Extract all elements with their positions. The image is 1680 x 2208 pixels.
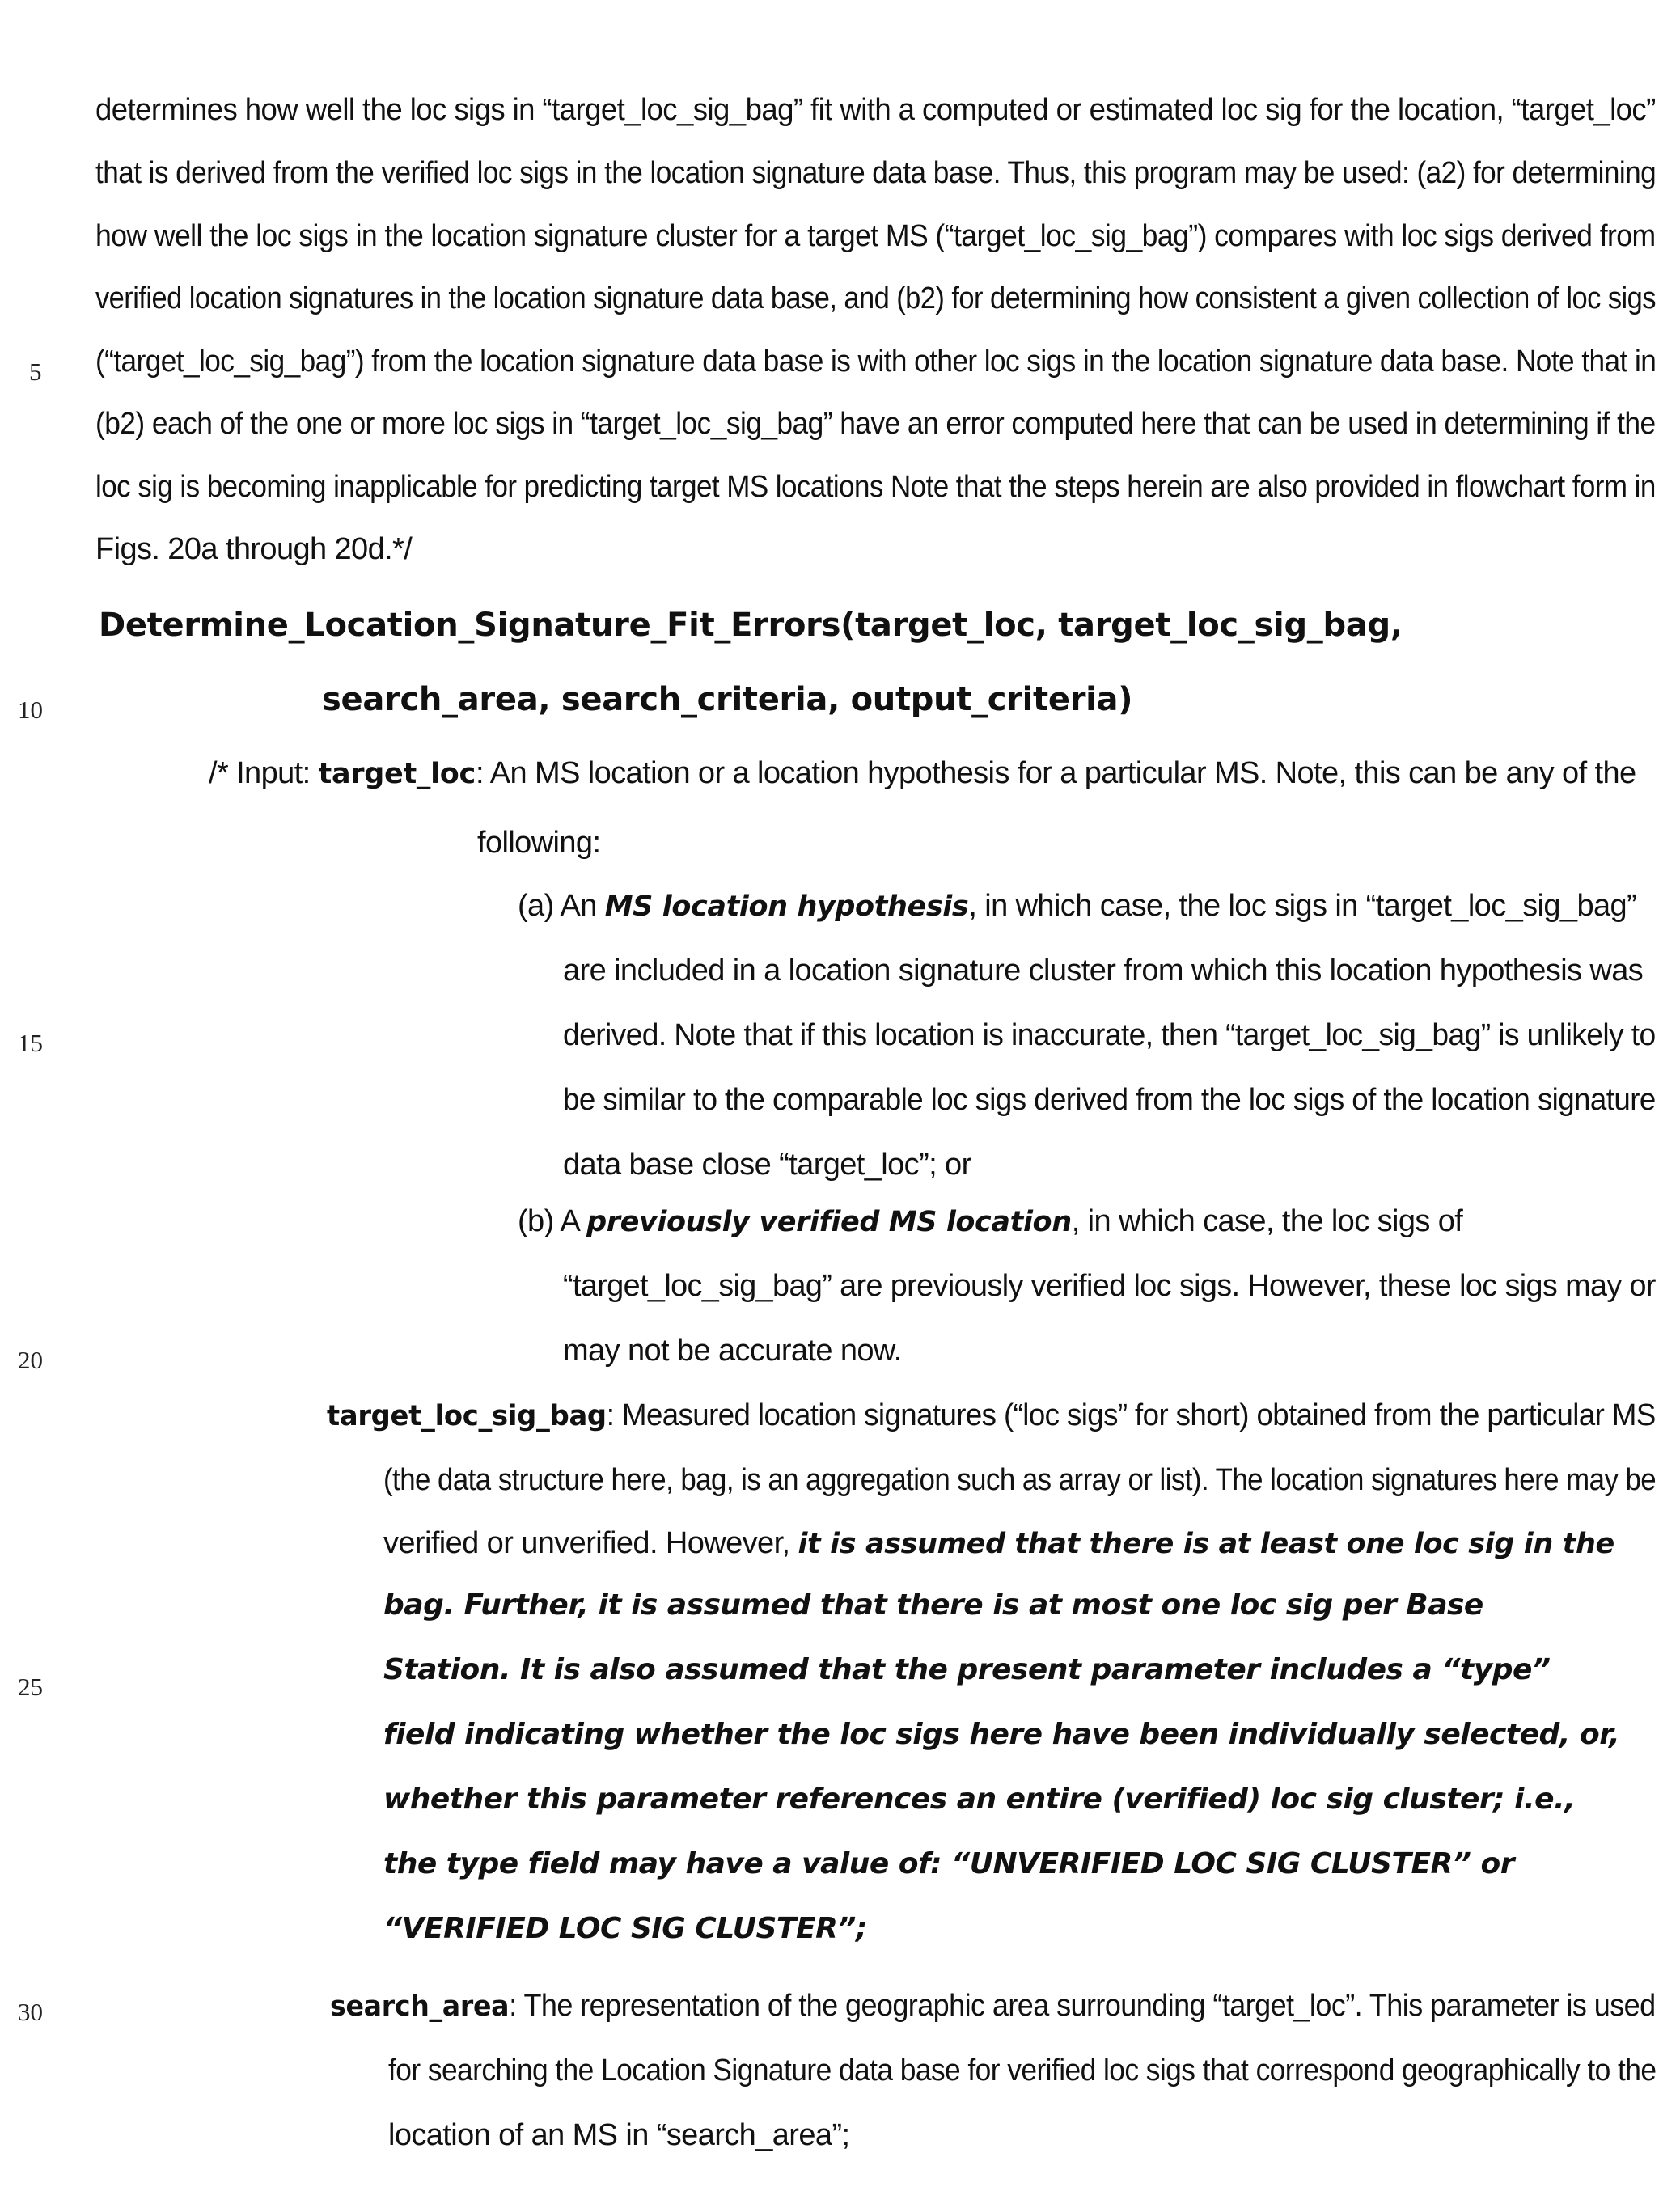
line-number-15: 15 xyxy=(18,1029,43,1057)
option-a-line-3: derived. Note that if this location is inaccurate, then “target_loc_sig_bag” is unlikely to xyxy=(563,1018,1656,1052)
intro-line-4: verified location signatures in the location signature data base, and (b2) for determining how consistent a given collection of loc sigs xyxy=(95,281,1656,315)
line-number-25: 25 xyxy=(18,1673,43,1701)
input-target-loc-line-2: following: xyxy=(477,826,601,860)
param-bag-emphasis-6: the type field may have a value of: “UNVERIFIED LOC SIG CLUSTER” or xyxy=(383,1847,1514,1880)
param-search-area-line-2: for searching the Location Signature data base for verified loc sigs that correspond geographically to the xyxy=(388,2054,1657,2087)
param-search-area-line-1: search_area: The representation of the geographic area surrounding “target_loc”. This parameter is used xyxy=(330,1989,1656,2023)
param-search-area-line-3: location of an MS in “search_area”; xyxy=(388,2118,850,2152)
option-b-emphasis: previously verified MS location xyxy=(586,1206,1072,1238)
param-bag-emphasis-5: whether this parameter references an entire (verified) loc sig cluster; i.e., xyxy=(383,1783,1576,1816)
param-bag-emphasis-7: “VERIFIED LOC SIG CLUSTER”; xyxy=(383,1912,867,1945)
param-bag-emphasis-4: field indicating whether the loc sigs here have been individually selected, or, xyxy=(383,1718,1620,1751)
param-bag-line-1: target_loc_sig_bag: Measured location signatures (“loc sigs” for short) obtained from the particular MS xyxy=(327,1398,1656,1432)
line-number-20: 20 xyxy=(18,1346,43,1374)
param-bag-emphasis-start: it is assumed that there is at least one loc sig in the xyxy=(798,1528,1614,1560)
intro-line-2: that is derived from the verified loc sigs in the location signature data base. Thus, this program may be used: (a2) for determining xyxy=(95,156,1657,190)
line-number-5: 5 xyxy=(29,357,42,386)
param-name-search-area: search_area xyxy=(330,1990,510,2023)
intro-line-3: how well the loc sigs in the location signature cluster for a target MS (“target_loc_sig_bag”) compares with loc sigs derived from xyxy=(95,219,1656,253)
option-a-line-2: are included in a location signature cluster from which this location hypothesis was xyxy=(563,954,1644,988)
input-target-loc-line-1: /* Input: target_loc: An MS location or a location hypothesis for a particular MS. Note, this can be any of the xyxy=(209,756,1636,790)
option-a-line-5: data base close “target_loc”; or xyxy=(563,1148,971,1182)
param-bag-emphasis-3: Station. It is also assumed that the present parameter includes a “type” xyxy=(383,1653,1551,1686)
option-a-line-4: be similar to the comparable loc sigs derived from the loc sigs of the location signature xyxy=(563,1083,1656,1117)
option-b-line-2: “target_loc_sig_bag” are previously verified loc sigs. However, these loc sigs may or xyxy=(563,1269,1656,1303)
line-number-30: 30 xyxy=(18,1998,43,2026)
param-bag-emphasis-2: bag. Further, it is assumed that there is at most one loc sig per Base xyxy=(383,1588,1483,1622)
intro-line-1: determines how well the loc sigs in “target_loc_sig_bag” fit with a computed or estimated loc sig for the location, “target_loc” xyxy=(95,93,1656,127)
intro-line-5: (“target_loc_sig_bag”) from the location signature data base is with other loc sigs in the location signature data base. Note that in xyxy=(95,345,1657,379)
line-number-10: 10 xyxy=(18,696,43,724)
param-name-target-loc-sig-bag: target_loc_sig_bag xyxy=(327,1400,607,1432)
intro-line-7: loc sig is becoming inapplicable for predicting target MS locations Note that the steps herein are also provided in flowchart form in xyxy=(95,470,1656,504)
intro-line-8: Figs. 20a through 20d.*/ xyxy=(95,532,413,566)
option-a-emphasis: MS location hypothesis xyxy=(604,890,969,923)
function-signature-line-1: Determine_Location_Signature_Fit_Errors(target_loc, target_loc_sig_bag, xyxy=(99,607,1403,644)
param-bag-line-3: verified or unverified. However, it is assumed that there is at least one loc sig in the xyxy=(383,1526,1614,1560)
option-b-line-1: (b) A previously verified MS location, in which case, the loc sigs of xyxy=(518,1204,1463,1238)
intro-line-6: (b2) each of the one or more loc sigs in “target_loc_sig_bag” have an error computed here that can be used in determining if the xyxy=(95,407,1656,441)
function-signature-line-2: search_area, search_criteria, output_criteria) xyxy=(322,681,1133,718)
option-b-line-3: may not be accurate now. xyxy=(563,1334,902,1368)
param-bag-line-2: (the data structure here, bag, is an aggregation such as array or list). The location signatures here may be xyxy=(383,1463,1657,1497)
param-name-target-loc: target_loc xyxy=(318,758,476,790)
option-a-line-1: (a) An MS location hypothesis, in which case, the loc sigs in “target_loc_sig_bag” xyxy=(518,889,1637,923)
